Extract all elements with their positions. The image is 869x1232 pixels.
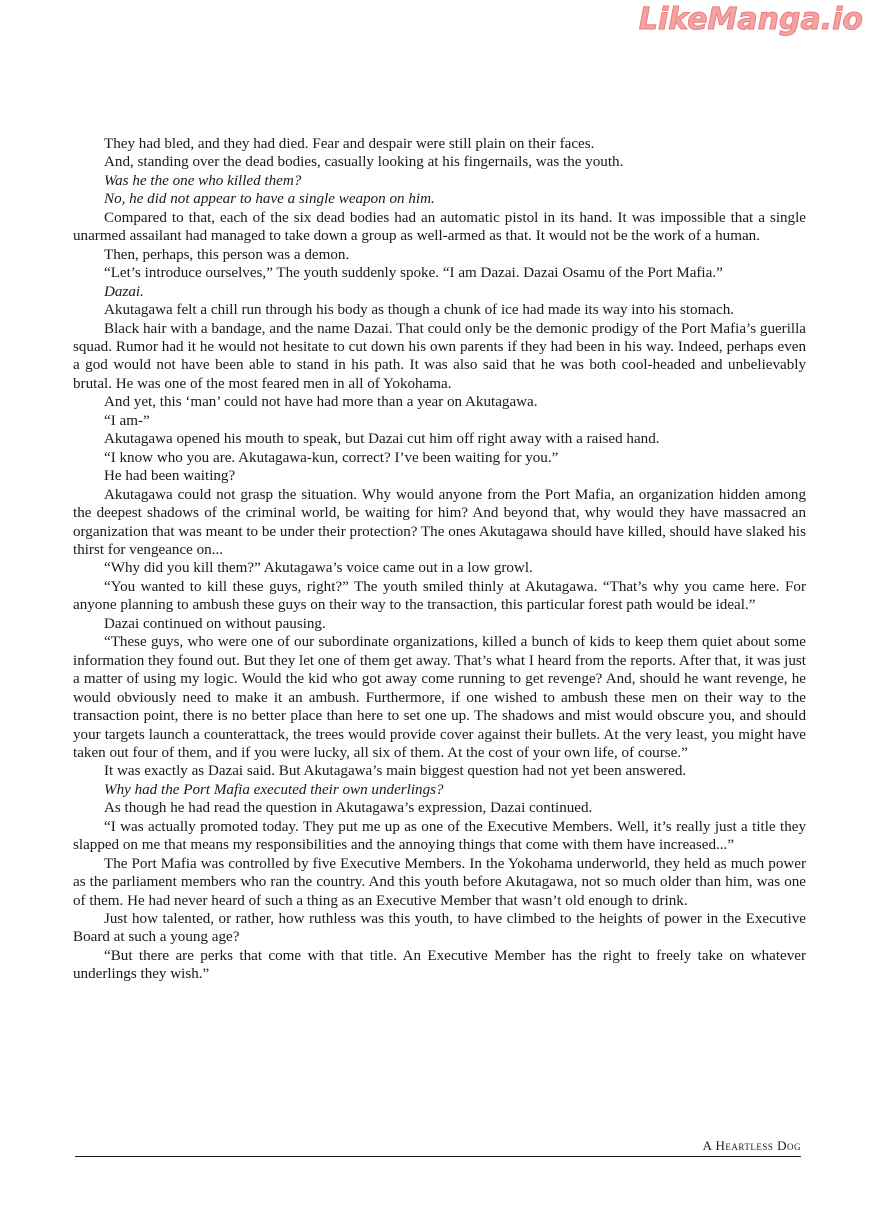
paragraph: Akutagawa could not grasp the situation. Why would anyone from the Port Mafia, an organization hidden among the deepest shadows of the criminal world, be waiting for him? And beyond that, why would they have massacred an organization that was meant to be under their protection? The ones Akutagawa should have killed, should have slaked his thirst for vengeance on... [73, 486, 806, 558]
paragraph: As though he had read the question in Akutagawa’s expression, Dazai continued. [104, 800, 593, 817]
paragraph: “I was actually promoted today. They put me up as one of the Executive Members. Well, it’s really just a title they slapped on me that means my responsibilities and the annoying things that come with them have increased...” [73, 818, 806, 854]
paragraph: Why had the Port Mafia executed their own underlings? [104, 781, 444, 798]
paragraph: And, standing over the dead bodies, casually looking at his fingernails, was the youth. [104, 154, 624, 171]
paragraph: Was he the one who killed them? [104, 172, 302, 189]
paragraph: Just how talented, or rather, how ruthless was this youth, to have climbed to the heights of power in the Executive Board at such a young age? [73, 911, 806, 946]
paragraph: “Why did you kill them?” Akutagawa’s voice came out in a low growl. [104, 560, 533, 577]
paragraph: They had bled, and they had died. Fear and despair were still plain on their faces. [104, 136, 595, 152]
paragraph: Dazai continued on without pausing. [104, 615, 326, 632]
paragraph: “I know who you are. Akutagawa-kun, correct? I’ve been waiting for you.” [104, 449, 559, 466]
paragraph: Akutagawa felt a chill run through his body as though a chunk of ice had made its way into his stomach. [104, 302, 735, 319]
paragraph: Compared to that, each of the six dead bodies had an automatic pistol in its hand. It was impossible that a single unarmed assailant had managed to take down a group as well-armed as that. It would not be the work of a human. [73, 209, 806, 245]
paragraph: “Let’s introduce ourselves,” The youth suddenly spoke. “I am Dazai. Dazai Osamu of the Port Mafia.” [104, 265, 723, 282]
site-watermark: LikeManga.io [638, 2, 863, 37]
paragraph: “These guys, who were one of our subordinate organizations, killed a bunch of kids to keep them quiet about some information they found out. But they let one of them get away. That’s what I heard from the reports. After that, it was just a matter of using my logic. Would the kid who got away come running to get revenge? And, should he want revenge, he would obviously need to make it an ambush. Furthermore, if one wished to ambush these men on their way to the transaction point, there is no better place than here to set one up. The shadows and mist would obscure you, and should your targets launch a counterattack, the trees would provide cover against their bullets. At the very least, you might have taken out four of them, and if you were lucky, all six of them. At the cost of your own life, of course.” [73, 634, 806, 761]
paragraph: He had been waiting? [104, 468, 236, 485]
paragraph: “You wanted to kill these guys, right?” The youth smiled thinly at Akutagawa. “That’s why you came here. For anyone planning to ambush these guys on their way to the transaction, this particular forest path would be ideal.” [73, 578, 806, 614]
paragraph: “But there are perks that come with that title. An Executive Member has the right to freely take on whatever underlings they wish.” [73, 947, 806, 983]
paragraph: No, he did not appear to have a single weapon on him. [104, 191, 435, 208]
footer-divider [75, 1156, 801, 1157]
paragraph: Black hair with a bandage, and the name Dazai. That could only be the demonic prodigy of the Port Mafia’s guerilla squad. Rumor had it he would not hesitate to cut down his own parents if they had been in his way. Indeed, perhaps even a god would not have been able to stand in his path. It was also said that he was both cool-headed and unbelievably brutal. He was one of the most feared men in all of Yokohama. [73, 320, 806, 392]
running-footer-title: A Heartless Dog [702, 1138, 801, 1153]
paragraph: Dazai. [104, 283, 144, 300]
paragraph: Akutagawa opened his mouth to speak, but Dazai cut him off right away with a raised hand. [104, 431, 660, 448]
paragraph: And yet, this ‘man’ could not have had more than a year on Akutagawa. [104, 394, 538, 411]
paragraph: Then, perhaps, this person was a demon. [104, 246, 350, 263]
paragraph: The Port Mafia was controlled by five Executive Members. In the Yokohama underworld, they held as much power as the parliament members who ran the country. And this youth before Akutagawa, not so much older than him, was one of them. He had never heard of such a thing as an Executive Member that wasn’t old enough to drink. [73, 855, 806, 909]
paragraph: “I am-” [104, 412, 150, 429]
novel-page-body [73, 135, 806, 984]
paragraph: It was exactly as Dazai said. But Akutagawa’s main biggest question had not yet been answered. [104, 763, 687, 780]
